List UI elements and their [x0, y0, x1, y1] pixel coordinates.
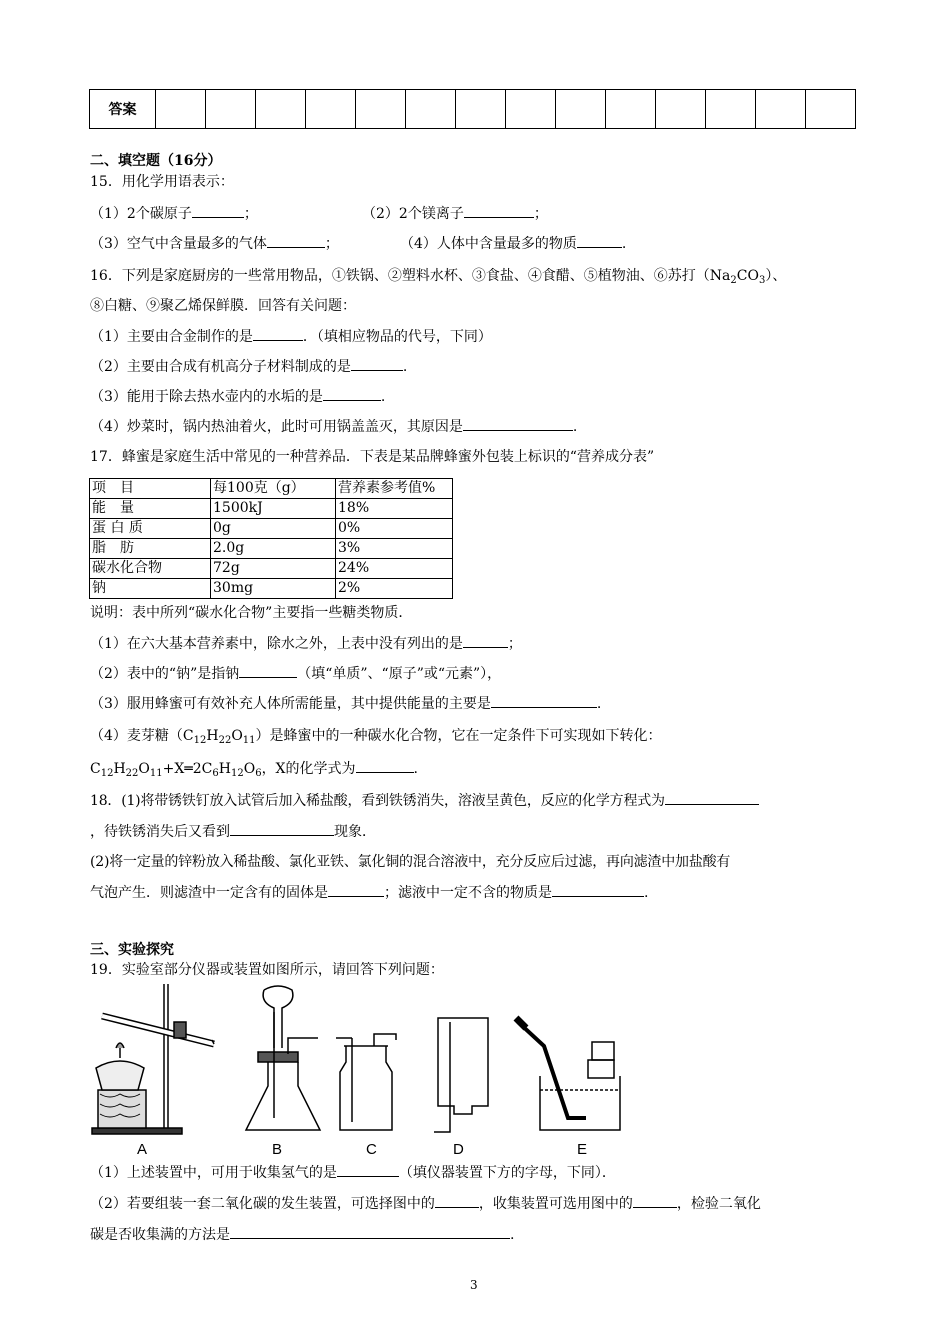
question-part: （3）服用蜂蜜可有效补充人体所需能量，其中提供能量的主要是 .: [90, 693, 601, 714]
answer-blank[interactable]: [463, 633, 508, 648]
table-cell: 18%: [336, 499, 453, 519]
table-cell: 24%: [336, 559, 453, 579]
nutrition-table: [89, 478, 453, 599]
question-part: （2）表中的“钠”是指钠 （填“单质”、“原子”或“元素”），: [90, 663, 501, 684]
answer-blank[interactable]: [192, 203, 244, 218]
table-cell: 碳水化合物: [90, 559, 211, 579]
figure-label-a: A: [137, 1141, 148, 1158]
answer-cell[interactable]: [606, 90, 656, 129]
table-header-cell: 项 目: [90, 479, 211, 499]
question-part: （1）主要由合金制作的是 ．（填相应物品的代号，下同）: [90, 326, 492, 347]
answer-blank[interactable]: [665, 790, 759, 805]
table-note: 说明：表中所列“碳水化合物”主要指一些糖类物质．: [90, 605, 413, 621]
answer-blank[interactable]: [435, 1193, 479, 1208]
table-cell: 2%: [336, 579, 453, 599]
section-heading: 二、填空题（16分）: [90, 153, 222, 169]
question-part: 18．(1)将带锈铁钉放入试管后加入稀盐酸，看到铁锈消失，溶液呈黄色，反应的化学方程式为: [90, 790, 759, 811]
table-header-cell: 营养素参考值%: [336, 479, 453, 499]
answer-cell[interactable]: [456, 90, 506, 129]
answer-blank[interactable]: [464, 203, 534, 218]
apparatus-a: [92, 984, 214, 1134]
answer-blank[interactable]: [351, 356, 403, 371]
question-part: （4）麦芽糖$(C_{12}H_{22}O_{11})$是蜂蜜中的一种碳水化合物，它在一定条件下可实现如下转化：: [90, 728, 662, 746]
answer-cell[interactable]: [656, 90, 706, 129]
table-cell: 3%: [336, 539, 453, 559]
apparatus-d: [434, 1018, 488, 1132]
answer-blank[interactable]: [356, 758, 414, 773]
apparatus-c: [336, 1034, 396, 1130]
table-row: [90, 539, 453, 559]
question-part: （3）空气中含量最多的气体 ；: [90, 233, 339, 254]
page-number: 3: [470, 1278, 478, 1292]
answer-cell[interactable]: [706, 90, 756, 129]
table-row: [90, 579, 453, 599]
answer-cell[interactable]: [406, 90, 456, 129]
question-part: （1）上述装置中，可用于收集氢气的是 （填仪器装置下方的字母，下同）．: [90, 1162, 616, 1183]
question-part: （2）若要组装一套二氧化碳的发生装置，可选择图中的 ，收集装置可选用图中的 ，检验二氧化: [90, 1193, 761, 1214]
answer-blank[interactable]: [577, 233, 622, 248]
question-part: （4）炒菜时，锅内热油着火，此时可用锅盖盖灭，其原因是 .: [90, 416, 577, 437]
answer-blank[interactable]: [253, 326, 303, 341]
apparatus-e: [516, 1018, 620, 1130]
question-stem: 17．蜂蜜是家庭生活中常见的一种营养品．下表是某品牌蜂蜜外包装上标识的“营养成分表”: [90, 449, 655, 465]
answer-cell[interactable]: [756, 90, 806, 129]
apparatus-b: [246, 986, 320, 1130]
table-row: [90, 559, 453, 579]
question-stem: ⑧白糖、⑨聚乙烯保鲜膜．回答有关问题：: [90, 298, 356, 314]
answer-cell[interactable]: [306, 90, 356, 129]
answer-cell[interactable]: [556, 90, 606, 129]
table-row: [90, 499, 453, 519]
figure-label-e: E: [577, 1141, 588, 1158]
table-cell: 钠: [90, 579, 211, 599]
question-part: （2）2个镁离子 ；: [362, 203, 548, 224]
table-cell: 脂 肪: [90, 539, 211, 559]
question-part: ，待铁锈消失后又看到 现象．: [90, 821, 376, 842]
table-header-row: [90, 479, 453, 499]
answer-blank[interactable]: [230, 1224, 510, 1239]
figure-label-b: B: [272, 1141, 283, 1158]
question-stem: 16．下列是家庭厨房的一些常用物品，①铁锅、②塑料水杯、③食盐、④食醋、⑤植物油、⑥苏打$(Na_2CO_3)$、: [90, 268, 787, 286]
answer-blank[interactable]: [328, 882, 384, 897]
table-cell: 2.0g: [211, 539, 336, 559]
answer-blank[interactable]: [337, 1162, 399, 1177]
answer-label: 答案: [90, 90, 156, 129]
table-cell: 0g: [211, 519, 336, 539]
question-part: （3）能用于除去热水壶内的水垢的是 .: [90, 386, 385, 407]
table-cell: 0%: [336, 519, 453, 539]
answer-cell[interactable]: [206, 90, 256, 129]
table-cell: 1500kJ: [211, 499, 336, 519]
answer-cell[interactable]: [356, 90, 406, 129]
question-part: 气泡产生．则滤渣中一定含有的固体是 ；滤液中一定不含的物质是 .: [90, 882, 648, 903]
table-cell: 蛋 白 质: [90, 519, 211, 539]
question-stem: 15．用化学用语表示：: [90, 174, 234, 190]
question-part: 碳是否收集满的方法是 .: [90, 1224, 514, 1245]
table-cell: 能 量: [90, 499, 211, 519]
question-part: （4）人体中含量最多的物质 .: [400, 233, 626, 254]
table-header-cell: 每100克（g）: [211, 479, 336, 499]
table-cell: 30mg: [211, 579, 336, 599]
question-stem: 19．实验室部分仪器或装置如图所示，请回答下列问题：: [90, 962, 444, 978]
answer-blank[interactable]: [267, 233, 325, 248]
question-part: （1）在六大基本营养素中，除水之外，上表中没有列出的是 ；: [90, 633, 522, 654]
answer-cell[interactable]: [806, 90, 856, 129]
answer-blank[interactable]: [463, 416, 573, 431]
section-heading: 三、实验探究: [90, 942, 174, 958]
answer-cell[interactable]: [256, 90, 306, 129]
chemical-equation: $C_{12}H_{22}O_{11}+X═2C_6H_{12}O_6$，X的化学式为 .: [90, 758, 418, 784]
answer-blank[interactable]: [239, 663, 297, 678]
answer-blank[interactable]: [633, 1193, 677, 1208]
figure-label-c: C: [366, 1141, 377, 1158]
figure-label-d: D: [453, 1141, 464, 1158]
answer-blank[interactable]: [552, 882, 644, 897]
answer-table: [89, 89, 856, 129]
answer-cell[interactable]: [506, 90, 556, 129]
answer-blank[interactable]: [491, 693, 597, 708]
lab-apparatus-figure: [88, 982, 648, 1162]
answer-blank[interactable]: [323, 386, 381, 401]
table-row: [90, 519, 453, 539]
question-part: (2)将一定量的锌粉放入稀盐酸、氯化亚铁、氯化铜的混合溶液中，充分反应后过滤，再向滤渣中加盐酸有: [90, 854, 731, 870]
question-part: （1）2个碳原子 ；: [90, 203, 258, 224]
answer-cell[interactable]: [156, 90, 206, 129]
answer-blank[interactable]: [230, 821, 334, 836]
question-part: （2）主要由合成有机高分子材料制成的是 .: [90, 356, 407, 377]
table-cell: 72g: [211, 559, 336, 579]
